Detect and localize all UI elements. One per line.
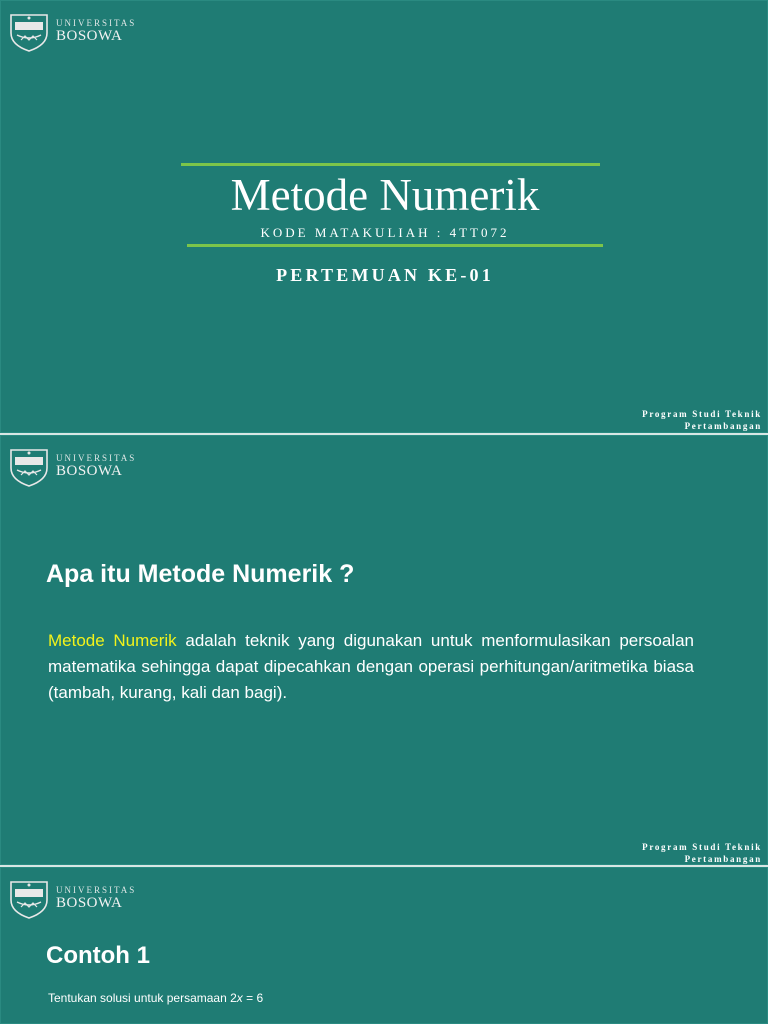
bottom-divider	[187, 244, 603, 247]
university-logo	[7, 444, 136, 488]
footer-line-1: Program Studi Teknik	[642, 842, 762, 852]
example-heading: Contoh 1	[46, 942, 150, 969]
logo-subtitle: UNIVERSITAS	[56, 884, 137, 895]
university-logo	[7, 876, 136, 920]
crest-icon	[7, 876, 51, 920]
logo-subtitle: UNIVERSITAS	[56, 17, 137, 28]
footer-line-2: Pertambangan	[684, 854, 762, 864]
top-divider	[181, 163, 600, 166]
definition-text: adalah teknik yang digunakan untuk menformulasikan persoalan matematika sehingga dapat dipecahkan dengan operasi perhitungan/aritmetika biasa (tambah, kurang, kali dan bagi).	[48, 631, 694, 702]
meeting-number: PERTEMUAN KE-01	[276, 265, 494, 285]
slide-example	[0, 867, 768, 1024]
definition-paragraph	[48, 628, 694, 706]
university-logo	[7, 9, 136, 53]
slide-definition	[0, 435, 768, 865]
highlighted-term: Metode Numerik	[48, 631, 177, 650]
question-variable: x	[236, 991, 243, 1005]
slide-footer	[642, 408, 762, 432]
question-prefix: Tentukan solusi untuk persamaan 2	[48, 991, 237, 1005]
example-question	[48, 991, 263, 1005]
slide-footer	[642, 841, 762, 865]
crest-icon	[7, 9, 51, 53]
logo-title: BOSOWA	[56, 462, 123, 479]
slide-title-text: Metode Numerik	[230, 170, 540, 220]
course-code: KODE MATAKULIAH : 4TT072	[260, 225, 510, 240]
footer-line-2: Pertambangan	[684, 421, 762, 431]
slide-title	[0, 0, 768, 433]
logo-title: BOSOWA	[56, 27, 123, 44]
question-suffix: = 6	[242, 991, 264, 1005]
footer-line-1: Program Studi Teknik	[642, 409, 762, 419]
logo-title: BOSOWA	[56, 894, 123, 911]
section-heading: Apa itu Metode Numerik ?	[46, 560, 355, 588]
logo-subtitle: UNIVERSITAS	[56, 452, 137, 463]
crest-icon	[7, 444, 51, 488]
